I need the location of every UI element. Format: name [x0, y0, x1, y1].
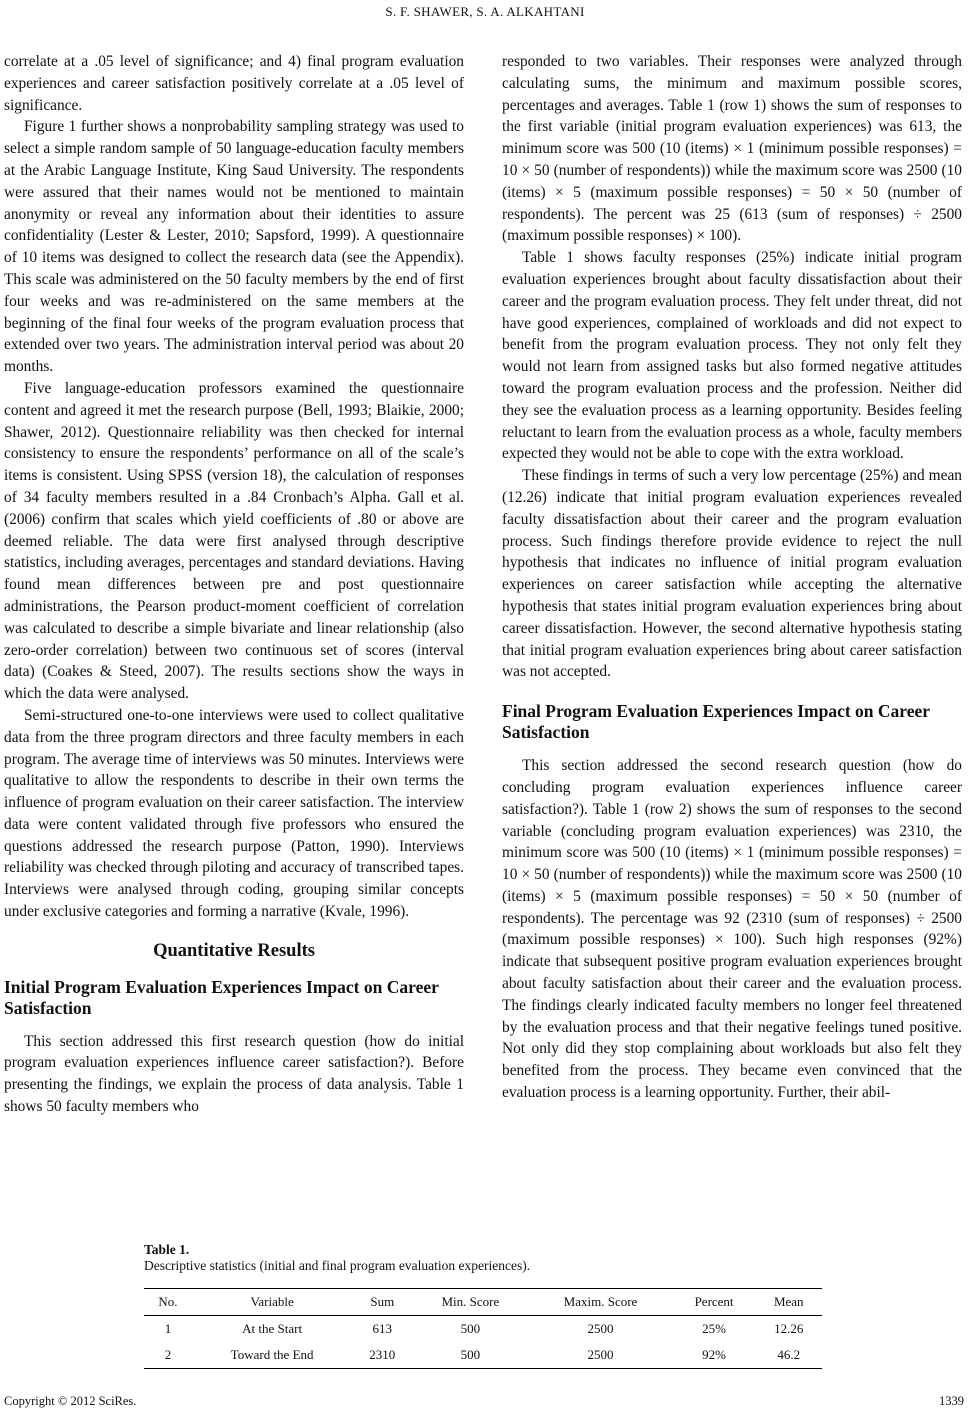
column-header: Mean — [773, 1294, 804, 1309]
column-header: Sum — [370, 1294, 395, 1309]
subsection-title: Initial Program Evaluation Experiences Impact on Career Satisfaction — [4, 976, 439, 1018]
paragraph: This section addressed this first research question (how do initial program evaluation experiences influence career satisfaction?). Before presenting the findings, we explain the process of data analysis. Table 1 shows 50 faculty members who — [4, 1032, 464, 1116]
left-column — [4, 51, 464, 1118]
paragraph: Five language-education professors examined the questionnaire content and agreed it met the research purpose (Bell, 1993; Blaikie, 2000; Shawer, 2012). Questionnaire reliability was then checked for internal consistency to ensure the respondents’ performance on all of the scale’s items is consistent. Using SPSS (version 18), the calculation of responses of 34 faculty members resulted in a .84 Cronbach’s Alpha. Gall et al. (2006) confirm that scales which yield coefficients of .80 or above are deemed reliable. The data were first analysed through descriptive statistics, including averages, percentages and standard deviations. Having found mean differences between pre and post questionnaire administrations, the Pearson product-moment coefficient of correlation was calculated to describe a simple bivariate and linear relationship (also zero-order correlation) between two continuous set of scores (interval data) (Coakes & Steed, 2007). The results sections show the ways in which the data were analysed. — [4, 379, 464, 703]
table-cell: 46.2 — [777, 1347, 801, 1362]
paragraph: Semi-structured one-to-one interviews were used to collect qualitative data from the three program directors and three faculty members in each program. The average time of interviews was 50 minutes. Interviews were qualitative to allow the respondents to describe in their own terms the influence of program evaluation on their career satisfaction. The interview data were content validated through five professors who ensured the questions addressed the research purpose (Patton, 1990). Interviews reliability was checked through piloting and accuracy of transcribed tapes. Interviews were analysed through coding, grouping similar concepts under exclusive categories and forming a narrative (Kvale, 1996). — [4, 706, 464, 921]
table-cell: Toward the End — [230, 1347, 314, 1362]
table-cell: 1 — [164, 1321, 172, 1336]
paragraph: Figure 1 further shows a nonprobability sampling strategy was used to select a simple random sample of 50 language-education faculty members at the Arabic Language Institute, King Saud University. The respondents were assured that their names would not be mentioned to maintain anonymity or reveal any information about their identities to assure confidentiality (Lester & Lester, 2010; Sapsford, 1999). A questionnaire of 10 items was designed to collect the research data (see the Appendix). This scale was administered on the 50 faculty members by the end of first four weeks and was re-administered on the same members at the beginning of the final four weeks of the program evaluation process that extended over two years. The administration interval period was about 20 months. — [4, 118, 464, 376]
table-cell: At the Start — [242, 1321, 303, 1336]
page-number: 1339 — [939, 1394, 964, 1408]
table-cell: 25% — [702, 1321, 726, 1336]
table-cell: 2500 — [587, 1347, 614, 1362]
table-row — [144, 1342, 822, 1369]
table-cell: 2 — [164, 1347, 172, 1362]
table-description: Descriptive statistics (initial and final program evaluation experiences). — [144, 1258, 531, 1273]
table-cell: 613 — [372, 1321, 393, 1336]
column-header: Maxim. Score — [563, 1294, 638, 1309]
subsection-title: Final Program Evaluation Experiences Impact on Career Satisfaction — [502, 701, 930, 743]
column-header: Variable — [250, 1294, 294, 1309]
table-cell: 2310 — [369, 1347, 396, 1362]
column-header: Min. Score — [441, 1294, 500, 1309]
footer-copyright: Copyright © 2012 SciRes. — [4, 1394, 137, 1408]
paragraph: These findings in terms of such a very low percentage (25%) and mean (12.26) indicate that initial program evaluation experiences revealed faculty dissatisfaction about their career and the program evaluation process. Such findings therefore provide evidence to reject the null hypothesis that indicates no influence of initial program evaluation experiences on career satisfaction while accepting the alternative hypothesis that states initial program evaluation experiences bring about career dissatisfaction. However, the second alternative hypothesis stating that initial program evaluation experiences bring about career satisfaction was not accepted. — [502, 467, 962, 681]
table-cell: 92% — [702, 1347, 726, 1362]
table-cell: 12.26 — [774, 1321, 804, 1336]
column-header: No. — [158, 1294, 178, 1309]
section-title: Quantitative Results — [153, 940, 315, 961]
table-header-row — [144, 1289, 822, 1316]
table-1 — [144, 1242, 824, 1369]
right-column — [502, 51, 962, 1104]
column-header: Percent — [694, 1294, 734, 1309]
running-head: S. F. SHAWER, S. A. ALKAHTANI — [385, 4, 585, 19]
paragraph: correlate at a .05 level of significance; and 4) final program evaluation experiences and career satisfaction positively correlate at a .05 level of significance. — [4, 53, 464, 114]
paragraph: This section addressed the second research question (how do concluding program evaluation experiences influence career satisfaction?). Table 1 (row 2) shows the sum of responses to the second variable (concluding program evaluation experiences) was 2310, the minimum score was 500 (10 (items) × 1 (minimum possible responses) = 10 × 50 (number of respondents)) while the maximum score was 2500 (10 (items) × 5 (maximum possible responses) = 50 × 50 (number of respondents). The percentage was 92 (2310 (sum of responses) ÷ 2500 (maximum possible responses) × 100). Such high responses (92%) indicate that subsequent positive program evaluation experiences brought about faculty satisfaction about their career and the evaluation process. The findings clearly indicated faculty members no longer feel threatened by the evaluation process and that their negative feelings tuned positive. Not only did they stop complaining about workloads but also felt they benefited from the process. They became even convinced that the evaluation process is a learning opportunity. Further, their abil- — [502, 757, 962, 1102]
table-cell: 2500 — [587, 1321, 614, 1336]
table-caption: Table 1. — [144, 1242, 190, 1257]
table-cell: 500 — [460, 1321, 481, 1336]
table-row — [144, 1316, 822, 1343]
table-cell: 500 — [460, 1347, 481, 1362]
paragraph: responded to two variables. Their responses were analyzed through calculating sums, the minimum and maximum possible scores, percentages and averages. Table 1 (row 1) shows the sum of responses to the first variable (initial program evaluation experiences) was 613, the minimum score was 500 (10 (items) × 1 (minimum possible responses) = 10 × 50 (number of respondents)) while the maximum score was 2500 (10 (items) × 5 (maximum possible responses) = 50 × 50 (number of respondents). The percent was 25 (613 (sum of responses) ÷ 2500 (maximum possible responses) × 100). — [502, 53, 962, 245]
statistics-table — [144, 1288, 822, 1369]
paragraph: Table 1 shows faculty responses (25%) indicate initial program evaluation experiences brought about faculty dissatisfaction about their career and the program evaluation process. They felt under threat, did not have good experiences, complained of workloads and did not expect to benefit from the program evaluation process. They not only felt they would not learn from assigned tasks but also formed negative attitudes toward the program evaluation process and the profession. Neither did they see the evaluation process as a learning opportunity. Besides feeling reluctant to learn from the evaluation process as a whole, faculty members expected they would not be able to cope with the extra workload. — [502, 249, 962, 463]
